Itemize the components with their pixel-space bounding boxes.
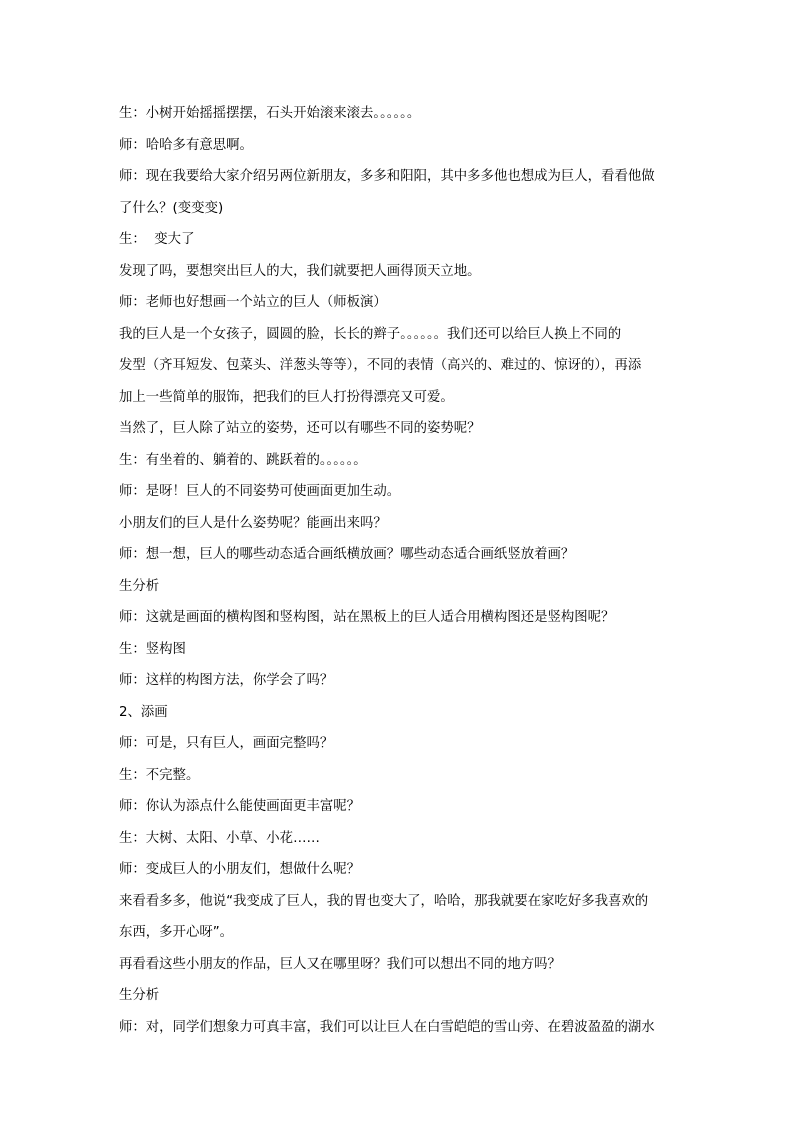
text-line: 师：哈哈多有意思啊。 [119,137,253,153]
document-body [119,98,681,1043]
text-line: 再看看这些小朋友的作品，巨人又在哪里呀？我们可以想出不同的地方吗？ [119,956,561,972]
text-line: 生：不完整。 [119,767,200,783]
text-line: 师：是呀！巨人的不同姿势可使画面更加生动。 [119,484,401,499]
text-line: 加上一些简单的服饰，把我们的巨人打扮得漂亮又可爱。 [119,389,454,405]
text-line: 师：想一想，巨人的哪些动态适合画纸横放画？哪些动态适合画纸竖放着画？ [119,547,575,562]
text-line: 生分析 [119,988,160,1003]
text-line: 发现了吗，要想突出巨人的大，我们就要把人画得顶天立地。 [119,263,481,279]
text-line: 师：对，同学们想象力可真丰富，我们可以让巨人在白雪皑皑的雪山旁、在碧波盈盈的湖水 [119,1019,655,1035]
text-line: 生：小树开始摇摇摆摆，石头开始滚来滚去。。。。。。 [119,106,421,121]
text-line: 师：老师也好想画一个站立的巨人（师板演） [119,295,387,310]
text-line: 来看看多多，他说“我变成了巨人，我的胃也变大了，哈哈，那我就要在家吃好多我喜欢的 [119,893,649,909]
text-line: 生： 变大了 [119,232,195,247]
text-line: 当然了，巨人除了站立的姿势，还可以有哪些不同的姿势呢？ [119,421,481,436]
text-line: 生：竖构图 [119,641,186,657]
text-line: 生：大树、太阳、小草、小花…… [119,830,320,846]
text-line: 生分析 [119,578,160,594]
text-line: 师：这样的构图方法，你学会了吗？ [119,673,334,688]
text-line: 师：现在我要给大家介绍另两位新朋友，多多和阳阳，其中多多他也想成为巨人，看看他做 [119,169,655,184]
text-line: 师：可是，只有巨人，画面完整吗？ [119,736,334,751]
text-line: 东西，多开心呀”。 [119,925,234,940]
section-heading: 2、添画 [119,704,168,720]
text-line: 发型（齐耳短发、包菜头、洋葱头等等），不同的表情（高兴的、难过的、惊讶的），再添 [119,358,642,373]
text-line: 了什么？(变变变) [119,200,224,216]
text-line: 师：你认为添点什么能使画面更丰富呢？ [119,799,361,814]
text-line: 师：变成巨人的小朋友们，想做什么呢？ [119,862,361,877]
text-line: 生：有坐着的、躺着的、跳跃着的。。。。。。 [119,452,367,468]
text-line: 小朋友们的巨人是什么姿势呢？能画出来吗？ [119,515,387,531]
text-line: 师：这就是画面的横构图和竖构图，站在黑板上的巨人适合用横构图还是竖构图呢？ [119,610,615,625]
text-line: 我的巨人是一个女孩子，圆圆的脸，长长的辫子。。。。。。我们还可以给巨人换上不同的 [119,326,622,342]
